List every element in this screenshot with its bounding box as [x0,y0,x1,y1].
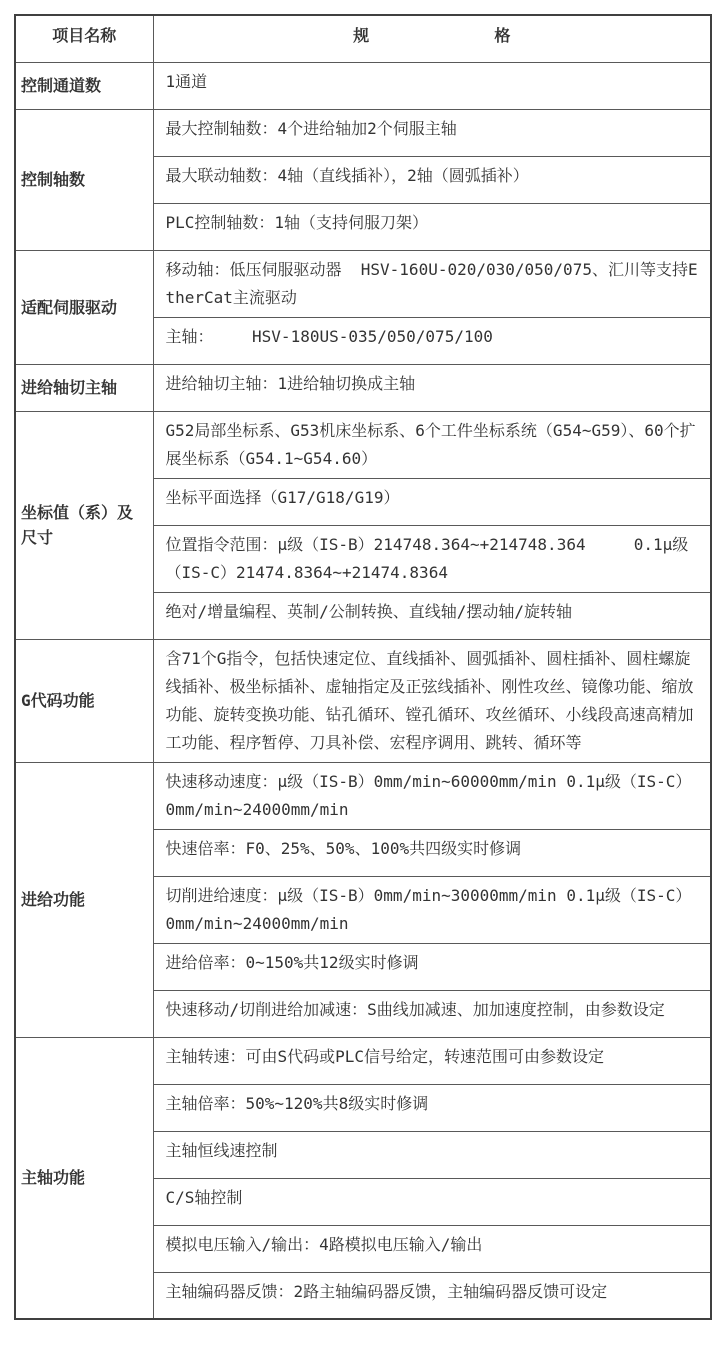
spec-cell: C/S轴控制 [153,1178,711,1225]
spec-cell: PLC控制轴数：1轴（支持伺服刀架） [153,203,711,250]
spec-cell: 快速移动/切削进给加减速：S曲线加减速、加加速度控制，由参数设定 [153,990,711,1037]
label-g-code-function: G代码功能 [15,639,153,762]
table-row [15,762,711,829]
spec-cell: 进给倍率：0~150%共12级实时修调 [153,943,711,990]
header-row [15,15,711,62]
table-row [15,364,711,411]
spec-cell: 快速移动速度：μ级（IS-B）0mm/min~60000mm/min 0.1μ级（IS-C）0mm/min~24000mm/min [153,762,711,829]
col-header-spec: 规 格 [153,15,711,62]
spec-cell: 移动轴：低压伺服驱动器 HSV-160U-020/030/050/075、汇川等支持EtherCat主流驱动 [153,250,711,317]
spec-cell: 主轴倍率：50%~120%共8级实时修调 [153,1084,711,1131]
label-coordinate-values: 坐标值（系）及尺寸 [15,411,153,639]
spec-cell: 主轴编码器反馈：2路主轴编码器反馈，主轴编码器反馈可设定 [153,1272,711,1319]
table-row [15,1037,711,1084]
spec-cell: 最大控制轴数：4个进给轴加2个伺服主轴 [153,109,711,156]
table-row [15,109,711,156]
spec-cell: 最大联动轴数：4轴（直线插补），2轴（圆弧插补） [153,156,711,203]
spec-cell: 主轴转速：可由S代码或PLC信号给定，转速范围可由参数设定 [153,1037,711,1084]
col-header-item: 项目名称 [15,15,153,62]
table-row [15,62,711,109]
label-servo-drive-compat: 适配伺服驱动 [15,250,153,364]
table-row [15,250,711,317]
spec-cell: 切削进给速度：μ级（IS-B）0mm/min~30000mm/min 0.1μ级（IS-C）0mm/min~24000mm/min [153,876,711,943]
spec-cell: 绝对/增量编程、英制/公制转换、直线轴/摆动轴/旋转轴 [153,592,711,639]
spec-cell: 进给轴切主轴：1进给轴切换成主轴 [153,364,711,411]
label-control-axis-count: 控制轴数 [15,109,153,250]
spec-cell: 主轴： HSV-180US-035/050/075/100 [153,317,711,364]
label-spindle-function: 主轴功能 [15,1037,153,1319]
spec-cell: G52局部坐标系、G53机床坐标系、6个工件坐标系统（G54~G59）、60个扩展坐标系（G54.1~G54.60） [153,411,711,478]
spec-cell: 主轴恒线速控制 [153,1131,711,1178]
spec-cell: 模拟电压输入/输出：4路模拟电压输入/输出 [153,1225,711,1272]
spec-table [14,14,712,1320]
spec-cell: 1通道 [153,62,711,109]
label-feed-axis-to-spindle: 进给轴切主轴 [15,364,153,411]
spec-cell: 快速倍率：F0、25%、50%、100%共四级实时修调 [153,829,711,876]
spec-cell: 含71个G指令，包括快速定位、直线插补、圆弧插补、圆柱插补、圆柱螺旋线插补、极坐标插补、虚轴指定及正弦线插补、刚性攻丝、镜像功能、缩放功能、旋转变换功能、钻孔循环、镗孔循环、攻丝循环、小线段高速高精加工功能、程序暂停、刀具补偿、宏程序调用、跳转、循环等 [153,639,711,762]
label-control-channel-count: 控制通道数 [15,62,153,109]
table-row [15,639,711,762]
spec-cell: 位置指令范围：μ级（IS-B）214748.364~+214748.364 0.1μ级（IS-C）21474.8364~+21474.8364 [153,525,711,592]
spec-cell: 坐标平面选择（G17/G18/G19） [153,478,711,525]
table-row [15,411,711,478]
label-feed-function: 进给功能 [15,762,153,1037]
